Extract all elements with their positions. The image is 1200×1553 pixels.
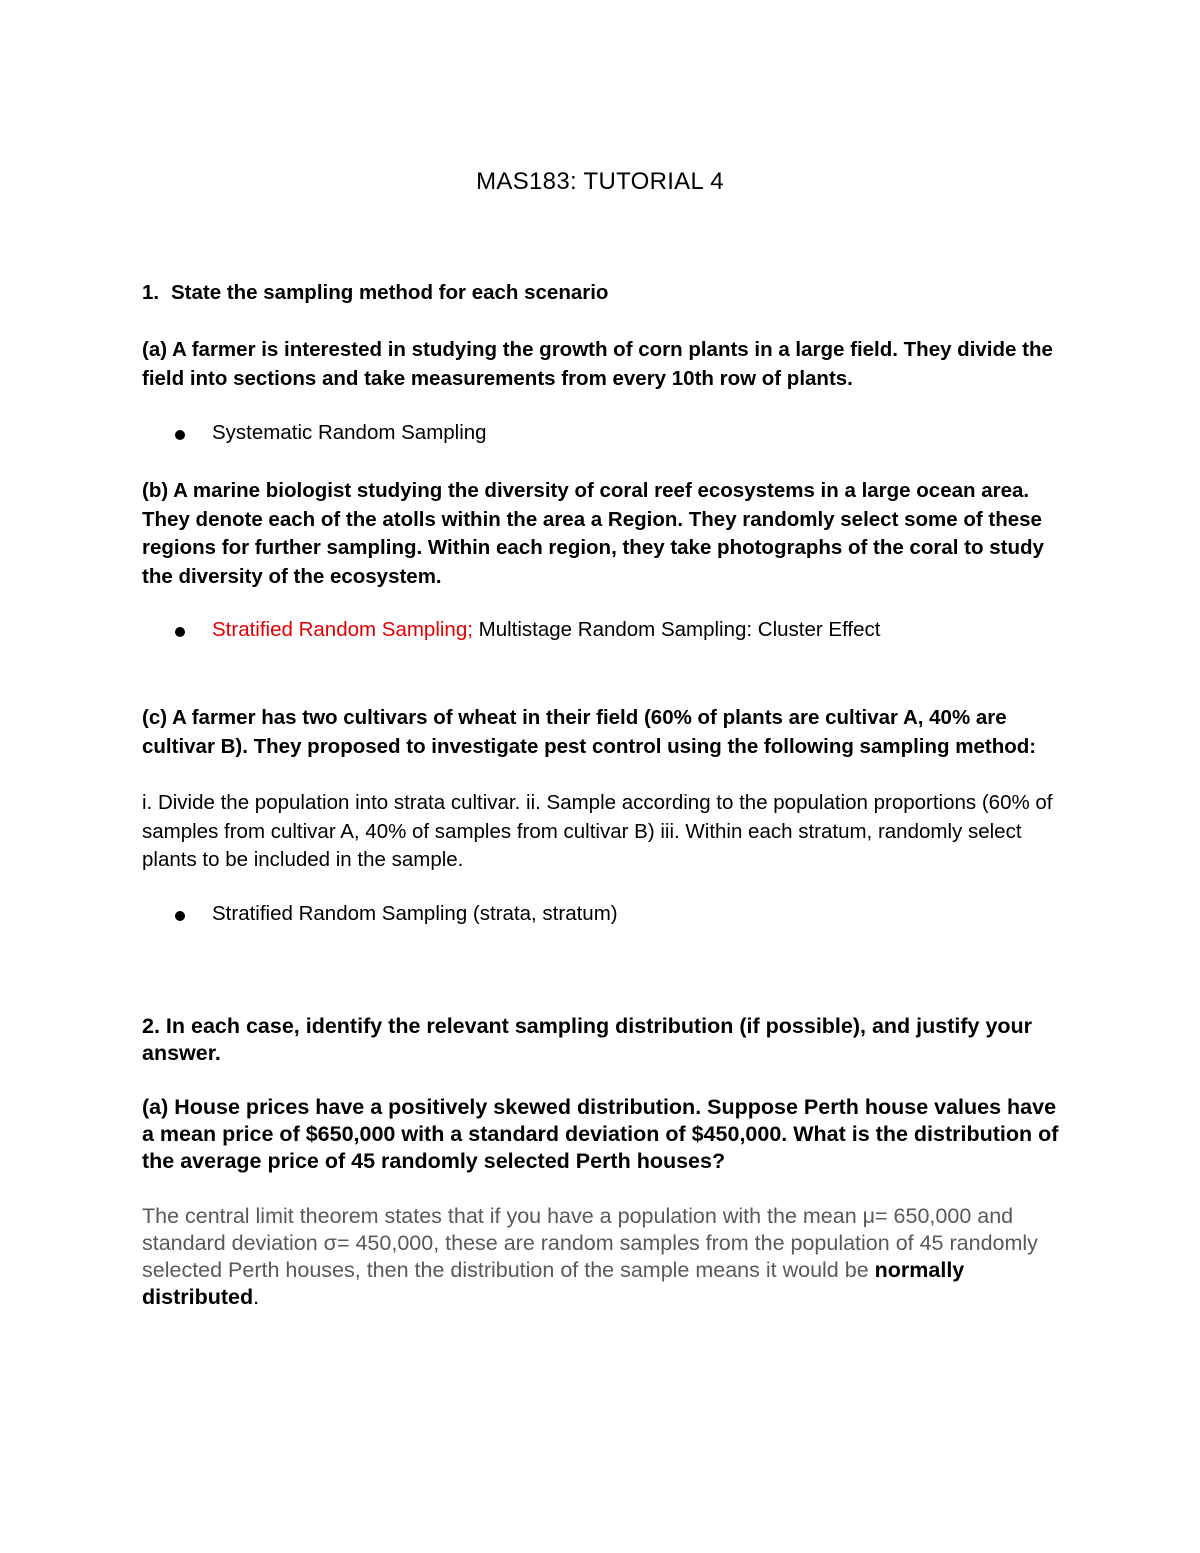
bullet-icon (175, 430, 185, 440)
q1c-method: i. Divide the population into strata cultivar. ii. Sample according to the population proportions (60% of samples from cultivar A, 40% of samples from cultivar B) iii. Within each stratum, randomly select plants to be included in the sample. (142, 791, 1053, 871)
q2a-answer-lead: The central limit theorem states that if you have a population with the mean μ= 650,000 and standard deviation σ= 450,000, these are random samples from the population of 45 randomly selected Perth houses, then the distribution of the sample means it would be (142, 1204, 1038, 1282)
q1-heading (142, 281, 1062, 305)
q1b-answer-rest: Multistage Random Sampling: Cluster Effect (472, 618, 881, 641)
q1c-question: (c) A farmer has two cultivars of wheat in their field (60% of plants are cultivar A, 40% are cultivar B). They proposed to investigate pest control using the following sampling method: (142, 706, 1037, 758)
q1a-question: (a) A farmer is interested in studying the growth of corn plants in a large field. They divide the field into sections and take measurements from every 10th row of plants. (142, 338, 1053, 390)
q1b-answer-highlight: Stratified Random Sampling; (212, 618, 473, 641)
q2a-answer (142, 1203, 1062, 1311)
q2a-answer-end: . (253, 1285, 260, 1309)
bullet-icon (175, 911, 185, 921)
q1a-answer: Systematic Random Sampling (212, 421, 487, 444)
q1b-answer (212, 618, 880, 642)
q1c-answer: Stratified Random Sampling (strata, stratum) (212, 902, 618, 925)
bullet-icon (175, 627, 185, 637)
q1b-question: (b) A marine biologist studying the diversity of coral reef ecosystems in a large ocean area. They denote each of the atolls within the area a Region. They randomly select some of these regions for further sampling. Within each region, they take photographs of the coral to study the diversity of the ecosystem. (142, 479, 1044, 588)
page-title: MAS183: TUTORIAL 4 (476, 168, 724, 195)
q1-number: 1. (142, 281, 160, 304)
q2a-question: (a) House prices have a positively skewed distribution. Suppose Perth house values have a mean price of $650,000 with a standard deviation of $450,000. What is the distribution of the average price of 45 randomly selected Perth houses? (142, 1095, 1059, 1173)
q1-heading-text: State the sampling method for each scenario (171, 281, 609, 304)
q2-heading: 2. In each case, identify the relevant sampling distribution (if possible), and justify your answer. (142, 1014, 1033, 1065)
q2a-answer-bold: normally distributed (142, 1258, 965, 1309)
